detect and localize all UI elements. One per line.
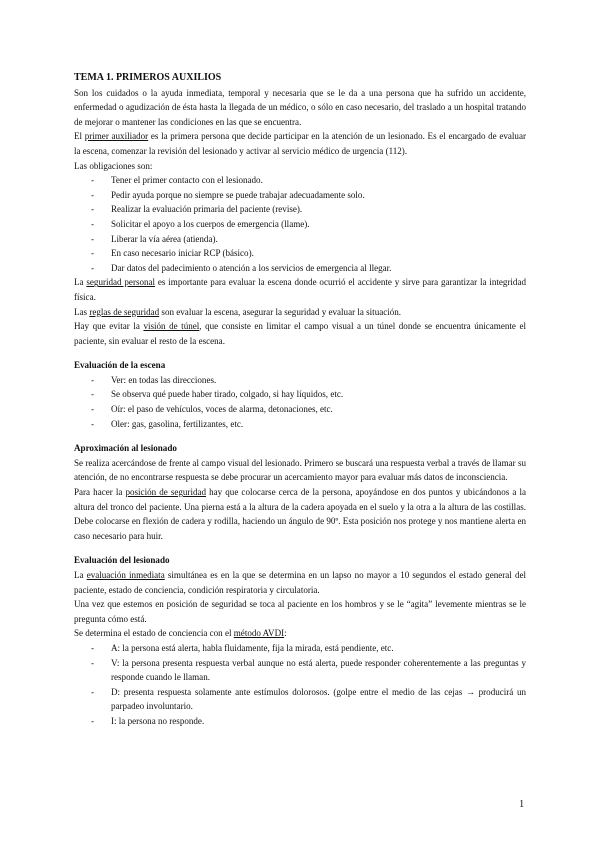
- text: Hay que evitar la: [74, 321, 144, 332]
- term-vision-de-tunel: visión de túnel: [143, 321, 200, 332]
- term-primer-auxiliador: primer auxiliador: [84, 131, 149, 142]
- list-item: - Oír: el paso de vehículos, voces de alarma, detonaciones, etc.: [74, 402, 526, 417]
- term-metodo-avdi: método AVDI: [233, 628, 285, 639]
- primer-auxiliador-paragraph: [74, 129, 526, 158]
- list-item: - Se observa qué puede haber tirado, colgado, si hay líquidos, etc.: [74, 387, 526, 402]
- list-item: - Tener el primer contacto con el lesionado.: [74, 173, 526, 188]
- text: :: [284, 628, 287, 639]
- page-title: TEMA 1. PRIMEROS AUXILIOS: [74, 72, 222, 83]
- list-item: - Dar datos del padecimiento o atención a los servicios de emergencia al llegar.: [74, 261, 526, 276]
- text: hay que colocarse cerca de la persona, apoyándose en dos puntos y ubicándonos a la altura del tronco del paciente. Una pierna está a la altura de la cadera apoyada en el suelo y la otra a la altura de las costillas. Debe colocarse en flexión de cadera y rodilla, haciendo un ángulo de 90º. Esta posición nos protege y nos mantiene alerta en caso necesario para huir.: [74, 487, 526, 541]
- list-item: - A: la persona está alerta, habla fluidamente, fija la mirada, está pendiente, etc.: [74, 641, 526, 656]
- metodo-avdi-paragraph: [74, 626, 526, 641]
- text: es importante para evaluar la escena donde ocurrió el accidente y sirve para garantizar la integridad física.: [74, 277, 526, 302]
- term-evaluacion-inmediata: evaluación inmediata: [86, 570, 165, 580]
- term-posicion-de-seguridad: posición de seguridad: [125, 487, 207, 498]
- evaluacion-inmediata-paragraph: [74, 568, 526, 597]
- text: simultánea es en la que se determina en un lapso no mayor a 10 segundos el estado general del paciente, estado de conciencia, condición respiratoria y circulatoria.: [74, 570, 526, 595]
- text: Se determina el estado de conciencia con el: [74, 628, 234, 639]
- section-heading-escena: Evaluación de la escena: [74, 360, 166, 371]
- list-item: - Solicitar el apoyo a los cuerpos de emergencia (llame).: [74, 217, 526, 232]
- text: La: [74, 570, 87, 580]
- aproximacion-paragraph: Se realiza acercándose de frente al campo visual del lesionado. Primero se buscará una respuesta verbal a través de llamar su atención, de no encontrarse respuesta se debe procurar un acercamiento mayor para evaluar más datos de inconsciencia.: [74, 457, 526, 483]
- term-seguridad-personal: seguridad personal: [86, 277, 156, 288]
- text: Para hacer la: [74, 487, 126, 498]
- obligations-list: [74, 173, 526, 275]
- text: , que consiste en limitar el campo visual a un túnel donde se encuentra únicamente el paciente, sin evaluar el resto de la escena.: [74, 321, 526, 346]
- section-heading-evaluacion: Evaluación del lesionado: [74, 555, 170, 566]
- list-item: - D: presenta respuesta solamente ante estímulos dolorosos. (golpe entre el medio de las cejas → producirá un parpadeo involuntario.: [74, 685, 526, 714]
- reglas-seguridad-paragraph: [74, 305, 526, 320]
- list-item: - Liberar la vía aérea (atienda).: [74, 232, 526, 247]
- term-reglas-de-seguridad: reglas de seguridad: [89, 306, 160, 317]
- document-page: [74, 71, 526, 729]
- intro-paragraph: Son los cuidados o la ayuda inmediata, temporal y necesaria que se le da a una persona que ha sufrido un accidente, enfermedad o agudización de ésta hasta la llegada de un médico, o sólo en caso necesario, del traslado a un hospital tratando de mejorar o mantener las condiciones en las que se encuentra.: [74, 87, 526, 127]
- posicion-toque-paragraph: Una vez que estemos en posición de seguridad se toca al paciente en los hombros y se le “agita” levemente mientras se le pregunta cómo está.: [74, 599, 526, 624]
- text: es la primera persona que decide participar en la atención de un lesionado. Es el encargado de evaluar la escena, comenzar la revisión del lesionado y activar al servicio médico de urgencia (112).: [74, 131, 526, 156]
- escena-list: [74, 373, 526, 431]
- list-item: - V: la persona presenta respuesta verbal aunque no está alerta, puede responder coherentemente a las preguntas y responde cuando le llaman.: [74, 656, 526, 685]
- list-item: - Realizar la evaluación primaria del paciente (revise).: [74, 202, 526, 217]
- text: La: [74, 277, 87, 288]
- page-number: 1: [519, 799, 525, 810]
- text: son evaluar la escena, asegurar la seguridad y evaluar la situación.: [159, 306, 402, 317]
- vision-tunel-paragraph: [74, 319, 526, 348]
- avdi-list: [74, 641, 526, 729]
- list-item: - Pedir ayuda porque no siempre se puede trabajar adecuadamente solo.: [74, 188, 526, 203]
- text: El: [74, 131, 85, 142]
- posicion-seguridad-paragraph: [74, 485, 526, 543]
- section-heading-aproximacion: Aproximación al lesionado: [74, 443, 177, 454]
- list-item: - En caso necesario iniciar RCP (básico).: [74, 246, 526, 261]
- text: Las: [74, 306, 90, 317]
- list-item: - Oler: gas, gasolina, fertilizantes, etc.: [74, 417, 526, 432]
- seguridad-personal-paragraph: [74, 275, 526, 304]
- list-item: - Ver: en todas las direcciones.: [74, 373, 526, 388]
- list-item: - I: la persona no responde.: [74, 714, 526, 729]
- obligations-label: Las obligaciones son:: [74, 160, 153, 171]
